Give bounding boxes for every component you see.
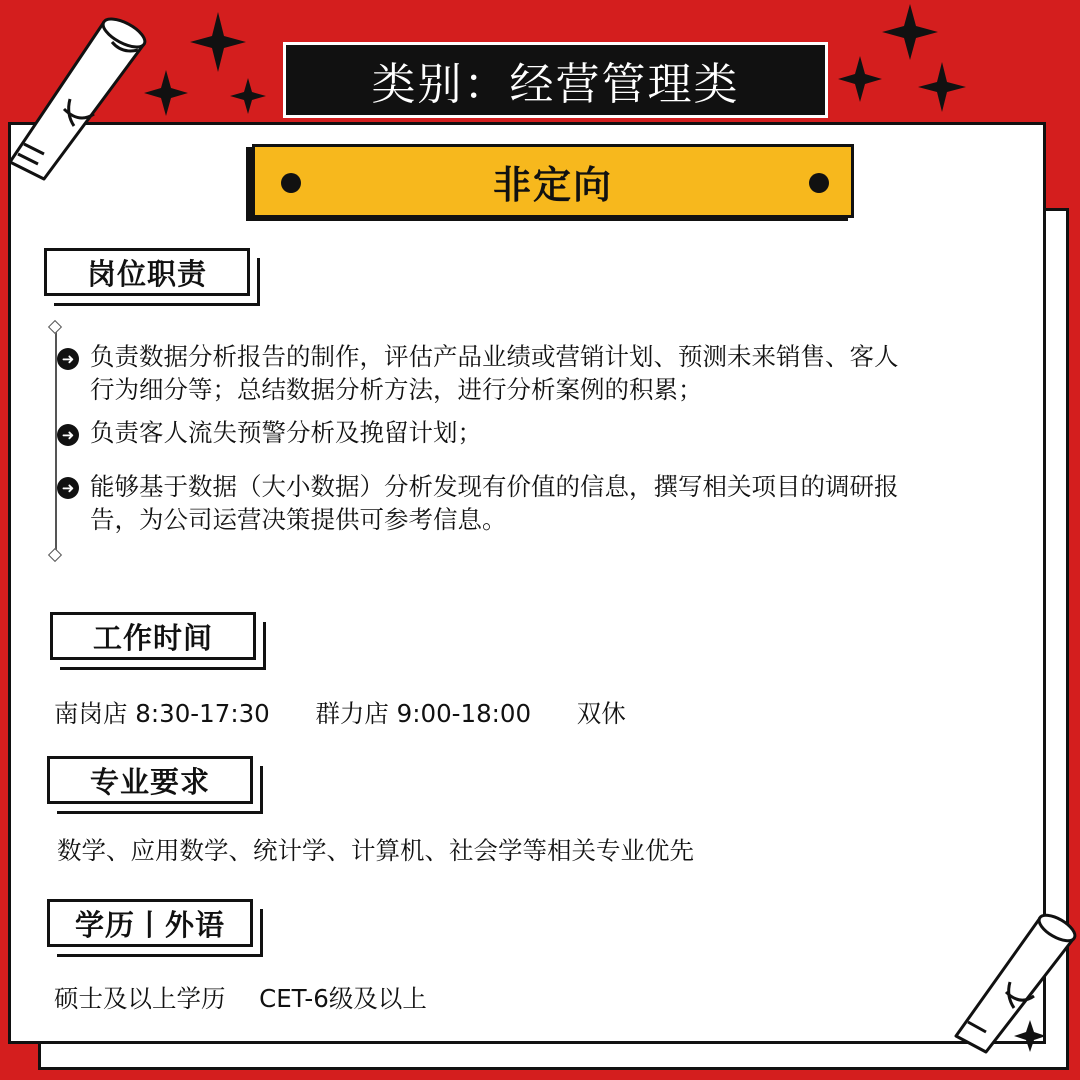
duty-item bbox=[90, 470, 1010, 536]
section-heading-label: 学历丨外语 bbox=[74, 907, 225, 942]
section-heading-duties bbox=[44, 248, 250, 296]
work-hours bbox=[54, 697, 626, 730]
sparkle-star-icon bbox=[190, 12, 246, 72]
section-heading-education bbox=[47, 899, 253, 947]
section-heading-label: 工作时间 bbox=[92, 620, 213, 655]
category-title-banner bbox=[283, 42, 828, 118]
arrow-circle-icon: ➜ bbox=[57, 477, 79, 499]
duty-item bbox=[90, 340, 1010, 406]
language-requirement: CET-6级及以上 bbox=[259, 984, 427, 1013]
scroll-icon bbox=[950, 910, 1080, 1060]
duty-line: 告，为公司运营决策提供可参考信息。 bbox=[90, 505, 507, 534]
store-hours-nangang: 南岗店 8:30-17:30 bbox=[54, 699, 270, 728]
subcategory-label: 非定向 bbox=[492, 162, 613, 207]
arrow-circle-icon: ➜ bbox=[57, 348, 79, 370]
sparkle-star-icon bbox=[230, 78, 266, 114]
duty-line: 负责数据分析报告的制作，评估产品业绩或营销计划、预测未来销售、客人 bbox=[90, 342, 899, 371]
store-hours-qunli: 群力店 9:00-18:00 bbox=[315, 699, 532, 728]
section-heading-hours bbox=[50, 612, 256, 660]
section-heading-major bbox=[47, 756, 253, 804]
arrow-circle-icon: ➜ bbox=[57, 424, 79, 446]
degree-requirement: 硕士及以上学历 bbox=[54, 984, 226, 1013]
category-title: 类别：经营管理类 bbox=[371, 59, 740, 110]
duty-line: 负责客人流失预警分析及挽留计划； bbox=[90, 418, 482, 447]
education-requirement bbox=[54, 982, 427, 1015]
sparkle-star-icon bbox=[918, 62, 966, 112]
sparkle-star-icon bbox=[838, 56, 882, 102]
banner-dot-right bbox=[809, 173, 829, 193]
banner-dot-left bbox=[281, 173, 301, 193]
scroll-icon bbox=[4, 14, 154, 184]
decor-stars-top-left bbox=[140, 8, 280, 128]
sparkle-star-icon bbox=[1014, 1020, 1046, 1052]
section-heading-label: 岗位职责 bbox=[86, 256, 207, 291]
decor-stars-top-right bbox=[830, 0, 980, 125]
section-heading-label: 专业要求 bbox=[89, 764, 210, 799]
sparkle-star-icon bbox=[882, 4, 938, 60]
major-requirement: 数学、应用数学、统计学、计算机、社会学等相关专业优先 bbox=[57, 836, 694, 865]
duty-line: 能够基于数据（大小数据）分析发现有价值的信息，撰写相关项目的调研报 bbox=[90, 472, 899, 501]
duty-line: 行为细分等；总结数据分析方法，进行分析案例的积累； bbox=[90, 375, 703, 404]
subcategory-banner bbox=[252, 144, 854, 218]
weekend-info: 双休 bbox=[576, 699, 626, 728]
duty-item bbox=[90, 416, 1010, 449]
